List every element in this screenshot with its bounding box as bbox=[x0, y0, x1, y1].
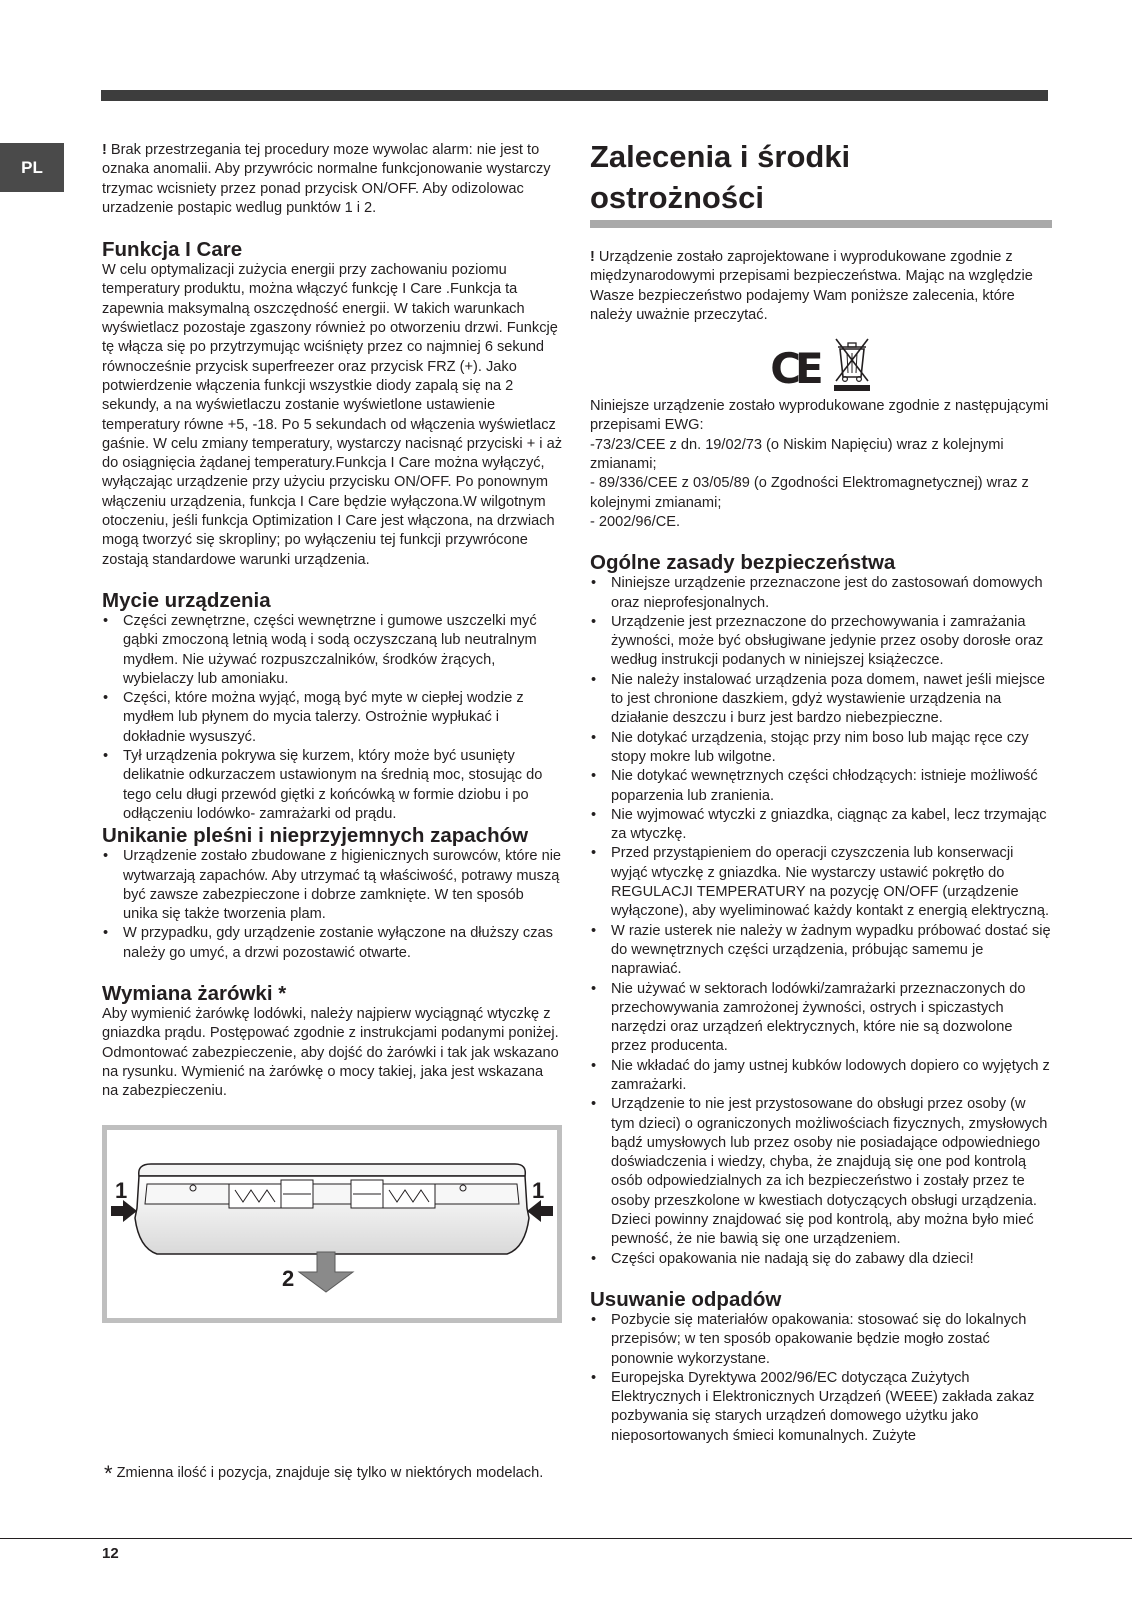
safety-heading: Ogólne zasady bezpieczeństwa bbox=[590, 551, 896, 575]
list-item: • W przypadku, gdy urządzenie zostanie wyłączone na dłuższy czas należy go umyć, a drzwi pozostawić otwarte. bbox=[102, 924, 562, 963]
list-item: • Urządzenie jest przeznaczone do przechowywania i zamrażania żywności, może być obsługiwane jedynie przez osoby dorosłe oraz według instrukcji podanych w niniejszej książeczce. bbox=[590, 613, 1052, 671]
page-title-line-1: Zalecenia i środki bbox=[590, 139, 851, 174]
list-item: • Nie należy instalować urządzenia poza domem, nawet jeśli miejsce to jest chronione daszkiem, gdyż wystawienie urządzenia na działanie deszczu i burz jest bardzo niebezpieczne. bbox=[590, 671, 1052, 729]
list-item: • Niniejsze urządzenie przeznaczone jest do zastosowań domowych oraz nieprofesjonalnych. bbox=[590, 574, 1052, 613]
washing-list bbox=[102, 612, 562, 824]
directive-intro: Niniejsze urządzenie zostało wyprodukowane zgodnie z następującymi przepisami EWG: bbox=[590, 398, 1049, 434]
list-item: • Części opakowania nie nadają się do zabawy dla dzieci! bbox=[590, 1250, 1052, 1269]
list-item: • Nie wkładać do jamy ustnej kubków lodowych dopiero co wyjętych z zamrażarki. bbox=[590, 1057, 1052, 1096]
list-item: • Nie dotykać wewnętrznych części chłodzących: istnieje możliwość poparzenia lub zranienia. bbox=[590, 767, 1052, 806]
left-column bbox=[102, 141, 562, 1323]
alarm-note-mark: ! bbox=[102, 142, 107, 158]
list-item: • Nie wyjmować wtyczki z gniazdka, ciągnąc za kabel, lecz trzymając za wtyczkę. bbox=[590, 806, 1052, 845]
alarm-note-text: Brak przestrzegania tej procedury moze wywolac alarm: nie jest to oznaka anomalii. Aby przywrócic normalne funkcjonowanie wystarczy trzymac wcisniety przez ponad przycisk ON/OFF. Aby odizolowac urzadzenie postapic wedlug punktów 1 i 2. bbox=[102, 142, 551, 216]
footnote-star: * bbox=[104, 1461, 113, 1486]
bulb-replacement-figure bbox=[102, 1125, 562, 1323]
safety-intro bbox=[590, 248, 1052, 325]
language-tab: PL bbox=[0, 143, 64, 192]
weee-crossed-bin-icon bbox=[832, 335, 872, 391]
waste-heading: Usuwanie odpadów bbox=[590, 1287, 782, 1311]
bulb-text: Aby wymienić żarówkę lodówki, należy najpierw wyciągnąć wtyczkę z gniazdka prądu. Postępować zgodnie z instrukcjami podanymi poniżej. Odmontować zabezpieczenie, aby dojść do żarówki i tak jak wskazano na rysunku. Wymienić na żarówkę o mocy takiej, jaka jest wskazana na zabezpieczeniu. bbox=[102, 1005, 559, 1100]
icare-text: W celu optymalizacji zużycia energii przy zachowaniu poziomu temperatury produktu, można włączyć funkcję I Care .Funkcja ta zapewnia maksymalną oszczędność energii. W takich warunkach wyświetlacz pozostaje zgaszony również po otworzeniu drzwi. Funkcję tę włącza się po przytrzymując wciśnięty przez co najmniej 6 sekund równocześnie przycisk superfreezer oraz przycisk FRZ (+). Jako potwierdzenie włączenia funkcji wszystkie diody zapalą się na 2 sekundy, a na wyświetlaczu zostanie wyświetlone ustawienie temperatury równe +5, -18. Po 5 sekundach od włączenia wyświetlacz gaśnie. W celu zmiany temperatury, wystarczy nacisnąć przyciski + i aż do osiągnięcia żądanej temperatury.Funkcja I Care można wyłączyć, wyłączając urządzenie przy użyciu przycisku ON/OFF. Po ponownym włączeniu urządzenia, funkcja I Care będzie wyłączona.W wilgotnym otoczeniu, jeśli funkcja Optimization I Care jest włączona, na drzwiach mogą tworzyć się skropliny; po wyłączeniu tej funkcji przywrócone zostają standardowe warunki urządzenia. bbox=[102, 262, 562, 568]
list-item: • Pozbycie się materiałów opakowania: stosować się do lokalnych przepisów; w ten sposób opakowanie będzie mogło zostać ponownie wykorzystane. bbox=[590, 1311, 1052, 1369]
list-item: • W razie usterek nie należy w żadnym wypadku próbować dostać się do wewnętrznych części urządzenia, próbując samemu je naprawiać. bbox=[590, 922, 1052, 980]
list-item: • Nie dotykać urządzenia, stojąc przy nim boso lub mając ręce czy stopy mokre lub wilgotne. bbox=[590, 729, 1052, 768]
alarm-note bbox=[102, 141, 562, 218]
list-item: • Tył urządzenia pokrywa się kurzem, który może być usunięty delikatnie odkurzaczem ustawionym na średnią moc, stosując do tego celu długi przewód giętki z końcówką w formie dziobu i po odłączeniu lodówko- zamrażarki od prądu. bbox=[102, 747, 562, 824]
certification-marks bbox=[590, 335, 1052, 394]
list-item: • Nie używać w sektorach lodówki/zamrażarki przeznaczonych do przechowywania zamrożonej żywności, ostrych i spiczastych narzędzi oraz urządzeń elektrycznych, które nie są dozwolone przez producenta. bbox=[590, 980, 1052, 1057]
list-item: • Urządzenie zostało zbudowane z higienicznych surowców, które nie wytwarzają zapachów. Aby utrzymać tą właściwość, potrawy muszą być zawsze zabezpieczone i dobrze zamknięte. W ten sposób unika się także tworzenia plam. bbox=[102, 847, 562, 924]
washing-heading: Mycie urządzenia bbox=[102, 588, 271, 612]
figure-label-step-2: 2 bbox=[282, 1266, 295, 1292]
figure-label-step-1-right: 1 bbox=[532, 1178, 545, 1204]
list-item: • Urządzenie to nie jest przystosowane do obsługi przez osoby (w tym dzieci) o ograniczonych możliwościach fizycznych, zmysłowych bądź umysłowych lub przez osoby nie posiadające odpowiedniego doświadczenia i wiedzy, chyba, że znajdują się one pod kontrolą osób odpowiedzialnych za ich bezpieczeństwo i zostały przez te osoby przeszkolone w kwestiach dotyczących obsługi urządzenia. Dzieci powinny znajdować się pod kontrolą, aby można było mieć pewność, że nie bawią się one urządzeniem. bbox=[590, 1095, 1052, 1249]
footer-rule bbox=[0, 1538, 1132, 1539]
page-title-line-2: ostrożności bbox=[590, 180, 764, 215]
list-item: • Części zewnętrzne, części wewnętrzne i gumowe uszczelki myć gąbki zmoczoną letnią wodą i sodą oczyszczaną lub neutralnym mydłem. Nie używać rozpuszczalników, środków żrących, wybielaczy lub amoniaku. bbox=[102, 612, 562, 689]
lamp-cover-drawing bbox=[107, 1130, 557, 1318]
footnote bbox=[104, 1461, 564, 1486]
page-number: 12 bbox=[102, 1545, 119, 1562]
right-column bbox=[590, 136, 1052, 1446]
mold-list bbox=[102, 847, 562, 963]
footnote-text: Zmienna ilość i pozycja, znajduje się tylko w niektórych modelach. bbox=[112, 1465, 544, 1481]
directive-emc: - 89/336/CEE z 03/05/89 (o Zgodności Elektromagnetycznej) wraz z kolejnymi zmianami; bbox=[590, 475, 1029, 511]
directive-weee: - 2002/96/CE. bbox=[590, 513, 681, 530]
list-item: • Przed przystąpieniem do operacji czyszczenia lub konserwacji wyjąć wtyczkę z gniazdka. Nie wystarczy ustawić pokrętło do REGULACJI TEMPERATURY na pozycję ON/OFF (urządzenie wyłączone), aby wyeliminować każdy kontakt z energią elektryczną. bbox=[590, 844, 1052, 921]
bulb-heading: Wymiana żarówki * bbox=[102, 981, 287, 1005]
page-title bbox=[590, 136, 1052, 228]
figure-label-step-1-left: 1 bbox=[115, 1178, 128, 1204]
list-item: • Części, które można wyjąć, mogą być myte w ciepłej wodzie z mydłem lub płynem do mycia talerzy. Ostrożnie wypłukać i dokładnie wysuszyć. bbox=[102, 689, 562, 747]
ce-mark-icon: CE bbox=[770, 344, 818, 394]
safety-list bbox=[590, 574, 1052, 1269]
safety-intro-mark: ! bbox=[590, 249, 595, 265]
waste-list bbox=[590, 1311, 1052, 1446]
directive-low-voltage: -73/23/CEE z dn. 19/02/73 (o Niskim Napięciu) wraz z kolejnymi zmianami; bbox=[590, 436, 1004, 473]
safety-intro-text: Urządzenie zostało zaprojektowane i wyprodukowane zgodnie z międzynarodowymi przepisami bezpieczeństwa. Mając na względzie Wasze bezpieczeństwo podajemy Wam poniższe zalecenia, które należy uważnie przeczytać. bbox=[590, 249, 1033, 323]
icare-heading: Funkcja I Care bbox=[102, 238, 243, 262]
mold-heading: Unikanie pleśni i nieprzyjemnych zapachów bbox=[102, 824, 529, 848]
header-bar bbox=[101, 90, 1048, 101]
list-item: • Europejska Dyrektywa 2002/96/EC dotycząca Zużytych Elektrycznych i Elektronicznych Urządzeń (WEEE) zakłada zakaz pozbywania się starych urządzeń domowego użytku jako nieposortowanych śmieci komunalnych. Zużyte bbox=[590, 1369, 1052, 1446]
